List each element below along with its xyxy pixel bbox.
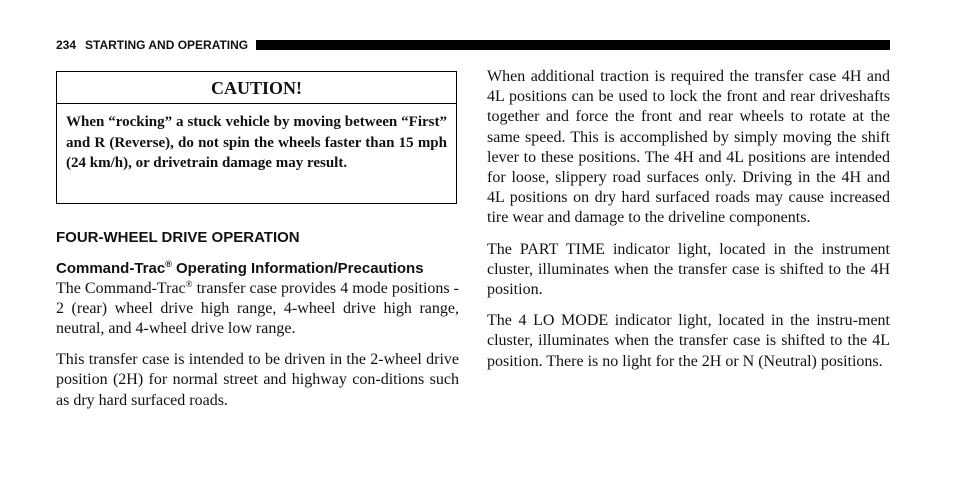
caution-text: When “rocking” a stuck vehicle by moving between “First” and R (Reverse), do not spin the wheels faster than 15 mph (24 km/h), or drivetrain damage may result. [66, 114, 447, 171]
page-number: 234 [56, 38, 77, 52]
subheading-brand: Command-Trac [56, 260, 166, 277]
paragraph-modes [56, 279, 459, 340]
subheading-rest: Operating Information/Precautions [171, 260, 424, 277]
caution-title: CAUTION! [57, 72, 456, 104]
section-heading: FOUR-WHEEL DRIVE OPERATION [56, 229, 300, 246]
header-rule [256, 40, 890, 50]
section-title: STARTING AND OPERATING [85, 38, 249, 52]
right-column [487, 67, 890, 383]
left-column [56, 228, 459, 422]
registered-mark: ® [185, 278, 193, 289]
paragraph-2h-use: This transfer case is intended to be driven in the 2-wheel drive position (2H) for normal street and highway con-ditions such as dry hard surfaced roads. [56, 351, 459, 409]
caution-box [56, 71, 457, 204]
page-header [56, 38, 890, 52]
para-modes-rest: transfer case provides 4 mode positions - 2 (rear) wheel drive high range, 4-wheel drive high range, neutral, and 4-wheel drive low range. [56, 279, 460, 337]
paragraph-traction: When additional traction is required the transfer case 4H and 4L positions can be used to lock the front and rear driveshafts together and force the front and rear wheels to rotate at the same speed. This is accomplished by simply moving the shift lever to these positions. The 4H and 4L positions are intended for loose, slippery road surfaces only. Driving in the 4H and 4L positions on dry hard surfaced roads may cause increased tire wear and damage to the driveline components. [487, 68, 890, 227]
subsection-heading [56, 259, 459, 279]
para-modes-start: The Command-Trac [56, 279, 186, 297]
paragraph-4lo-light: The 4 LO MODE indicator light, located in the instru-ment cluster, illuminates when the transfer case is shifted to the 4L position. There is no light for the 2H or N (Neutral) positions. [487, 312, 890, 370]
paragraph-part-time-light: The PART TIME indicator light, located in the instrument cluster, illuminates when the transfer case is shifted to the 4H position. [487, 240, 890, 299]
registered-mark: ® [165, 259, 172, 269]
